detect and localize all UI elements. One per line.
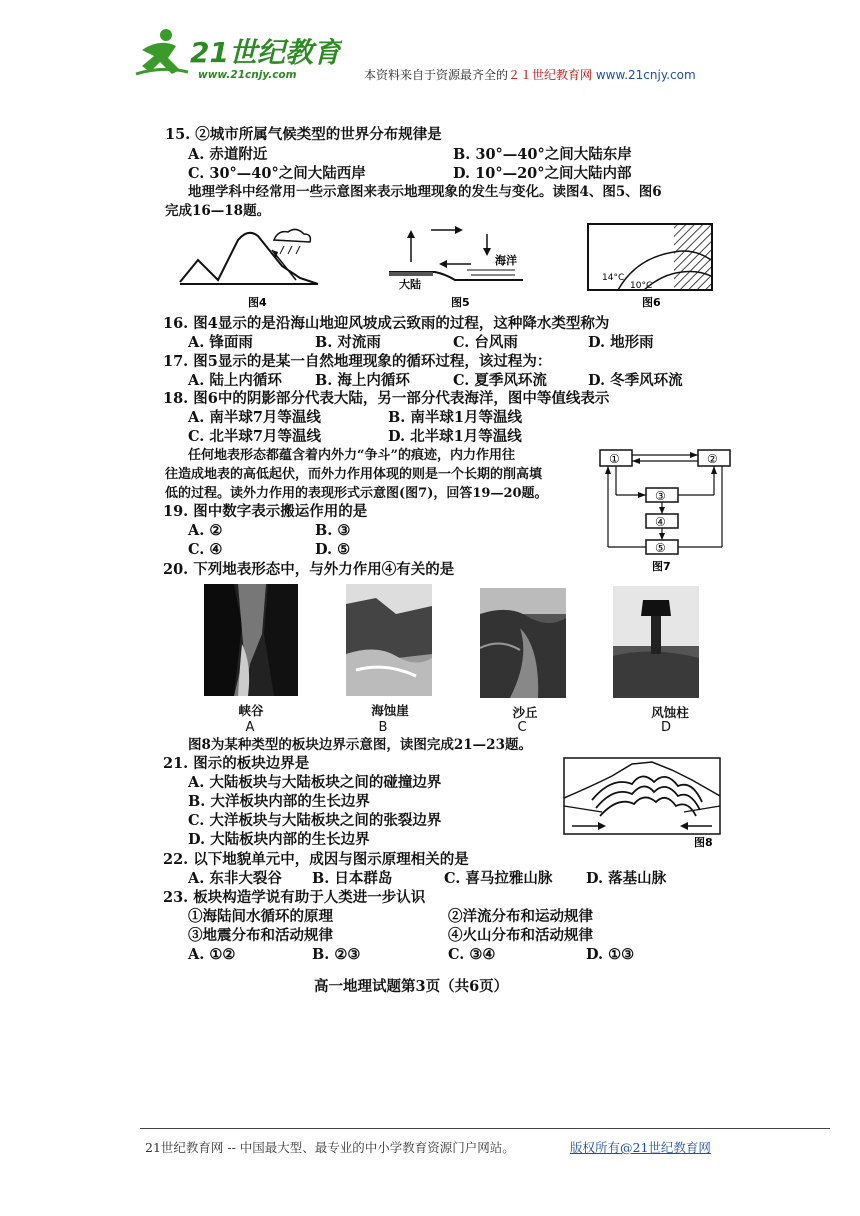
- intro16-line2: 完成16—18题。: [165, 203, 271, 219]
- q15-option-a: A. 赤道附近: [188, 146, 268, 163]
- header-source-prefix: 本资料来自于资源最齐全的: [364, 68, 509, 82]
- photo-a-label: 峡谷: [238, 703, 264, 718]
- intro16-line1: 地理学科中经常用一些示意图来表示地理现象的发生与变化。读图4、图5、图6: [188, 184, 662, 200]
- figure-7-node-2: ②: [707, 452, 718, 466]
- q23-item-4: ④火山分布和活动规律: [448, 927, 593, 944]
- photo-d-letter: D: [660, 720, 671, 735]
- q15-stem: 15. ②城市所属气候类型的世界分布规律是: [165, 126, 442, 143]
- q22-option-c: C. 喜马拉雅山脉: [444, 870, 553, 887]
- q23-option-c: C. ③④: [448, 946, 496, 963]
- q19-option-a: A. ②: [188, 522, 223, 539]
- figure-6: [586, 222, 716, 312]
- header-source-url[interactable]: www.21cnjy.com: [595, 68, 696, 82]
- figure-6-isotherm-10: 10°C: [630, 281, 653, 291]
- q18-option-c: C. 北半球7月等温线: [188, 428, 321, 445]
- q23-option-d: D. ①③: [586, 946, 635, 963]
- q16-option-d: D. 地形雨: [588, 334, 654, 351]
- logo-url: www.21cnjy.com: [198, 69, 297, 81]
- q21-option-a: A. 大陆板块与大陆板块之间的碰撞边界: [188, 774, 442, 791]
- header-source: [364, 66, 696, 83]
- photo-canyon: [204, 584, 298, 696]
- photo-sea-cliff: [346, 584, 432, 696]
- intro19-line1: 任何地表形态都蕴含着内外力“争斗”的痕迹，内力作用往: [188, 448, 515, 463]
- q16-option-b: B. 对流雨: [315, 334, 381, 351]
- photo-c-label: 沙丘: [512, 705, 538, 720]
- intro19-line2: 往造成地表的高低起伏，而外力作用体现的则是一个长期的削高填: [165, 467, 543, 482]
- q15-option-d: D. 10°—20°之间大陆内部: [453, 165, 632, 182]
- q18-option-b: B. 南半球1月等温线: [388, 409, 522, 426]
- q19-stem: 19. 图中数字表示搬运作用的是: [163, 503, 368, 520]
- figure-7-node-3: ③: [655, 489, 666, 503]
- figure-4-caption: 图4: [248, 296, 267, 309]
- figure-8-caption: 图8: [694, 836, 713, 848]
- photo-a-letter: A: [245, 720, 255, 735]
- q23-item-1: ①海陆间水循环的原理: [188, 908, 333, 925]
- figure-5-caption: 图5: [451, 296, 470, 309]
- q15-option-c: C. 30°—40°之间大陆西岸: [188, 165, 366, 182]
- figure-6-caption: 图6: [642, 296, 661, 309]
- figure-8: [562, 756, 724, 848]
- figure-7-node-1: ①: [609, 452, 620, 466]
- q17-stem: 17. 图5显示的是某一自然地理现象的循环过程，该过程为：: [163, 353, 552, 370]
- intro19-line3: 低的过程。读外力作用的表现形式示意图(图7)，回答19—20题。: [165, 486, 548, 501]
- figure-6-isotherm-14: 14°C: [602, 273, 625, 283]
- q17-option-c: C. 夏季风环流: [453, 372, 547, 389]
- figure-7-node-4: ④: [655, 515, 666, 529]
- q23-option-b: B. ②③: [312, 946, 361, 963]
- q21-stem: 21. 图示的板块边界是: [163, 755, 310, 772]
- q23-option-a: A. ①②: [188, 946, 236, 963]
- q18-stem: 18. 图6中的阴影部分代表大陆，另一部分代表海洋，图中等值线表示: [163, 390, 610, 407]
- header-source-site[interactable]: ２１世纪教育网: [508, 68, 593, 82]
- logo-text: 21世纪教育: [190, 36, 341, 69]
- q15-option-b: B. 30°—40°之间大陆东岸: [453, 146, 632, 163]
- runner-icon: [136, 29, 188, 74]
- intro21-line1: 图8为某种类型的板块边界示意图，读图完成21—23题。: [188, 737, 532, 753]
- photo-sand-dune: [480, 588, 566, 698]
- figure-4: [178, 222, 320, 312]
- figure-5: [385, 222, 525, 312]
- q19-option-c: C. ④: [188, 541, 223, 558]
- q22-stem: 22. 以下地貌单元中，成因与图示原理相关的是: [163, 851, 469, 868]
- figure-7: [594, 444, 740, 574]
- q23-item-3: ③地震分布和活动规律: [188, 927, 333, 944]
- q19-option-d: D. ⑤: [315, 541, 351, 558]
- q21-option-c: C. 大洋板块与大陆板块之间的张裂边界: [188, 812, 442, 829]
- q22-option-a: A. 东非大裂谷: [188, 870, 282, 887]
- page-number: 高一地理试题第3页（共6页）: [314, 978, 509, 995]
- q17-option-a: A. 陆上内循环: [188, 372, 282, 389]
- q23-stem: 23. 板块构造学说有助于人类进一步认识: [163, 889, 426, 906]
- q16-option-c: C. 台风雨: [453, 334, 518, 351]
- footer-site-description: 21世纪教育网 -- 中国最大型、最专业的中小学教育资源门户网站。: [145, 1140, 515, 1155]
- photo-b-letter: B: [378, 720, 388, 735]
- figure-5-land-label: 大陆: [399, 278, 421, 291]
- q22-option-b: B. 日本群岛: [312, 870, 393, 887]
- footer-divider: [140, 1128, 830, 1129]
- cloud-icon: [274, 229, 310, 242]
- photo-b-label: 海蚀崖: [371, 703, 409, 718]
- q17-option-d: D. 冬季风环流: [588, 372, 683, 389]
- q19-option-b: B. ③: [315, 522, 351, 539]
- figure-7-caption: 图7: [652, 560, 671, 573]
- q22-option-d: D. 落基山脉: [586, 870, 667, 887]
- q18-option-a: A. 南半球7月等温线: [188, 409, 321, 426]
- q23-item-2: ②洋流分布和运动规律: [448, 908, 593, 925]
- footer-copyright-link[interactable]: 版权所有@21世纪教育网: [570, 1140, 711, 1155]
- photo-wind-pillar: [613, 586, 699, 698]
- q21-option-b: B. 大洋板块内部的生长边界: [188, 793, 370, 810]
- q16-stem: 16. 图4显示的是沿海山地迎风坡成云致雨的过程，这种降水类型称为: [163, 315, 610, 332]
- q20-stem: 20. 下列地表形态中，与外力作用④有关的是: [163, 561, 455, 578]
- q16-option-a: A. 锋面雨: [188, 334, 253, 351]
- figure-7-node-5: ⑤: [655, 541, 666, 555]
- photo-d-label: 风蚀柱: [651, 705, 689, 720]
- q21-option-d: D. 大陆板块内部的生长边界: [188, 831, 370, 848]
- photo-c-letter: C: [517, 720, 527, 735]
- site-logo: [132, 26, 342, 84]
- q18-option-d: D. 北半球1月等温线: [388, 428, 522, 445]
- figure-5-sea-label: 海洋: [495, 254, 517, 267]
- q17-option-b: B. 海上内循环: [315, 372, 410, 389]
